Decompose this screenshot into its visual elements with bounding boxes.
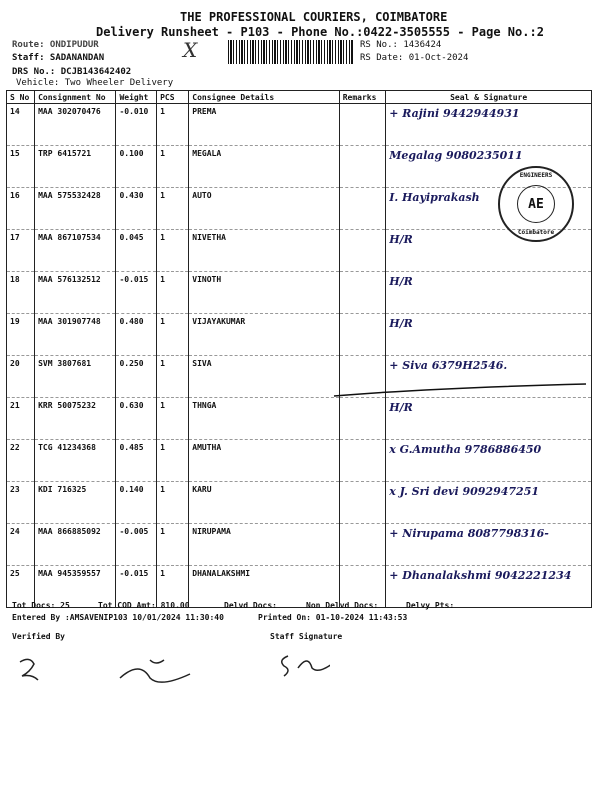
cell-sno: 19 (7, 314, 35, 356)
cell-sno: 20 (7, 356, 35, 398)
handwritten-signature: x J. Sri devi 9092947251 (389, 485, 540, 498)
staff-label: Staff: SADANANDAN (12, 53, 105, 63)
col-header-remarks: Remarks (339, 91, 386, 104)
cell-sno: 16 (7, 188, 35, 230)
stamp-top-text: ENGINEERS (519, 172, 553, 179)
cell-seal-signature (386, 272, 592, 314)
cell-consignee: DHANALAKSHMI (189, 566, 339, 608)
table-row (7, 104, 592, 146)
table-row (7, 272, 592, 314)
cell-pcs: 1 (157, 104, 189, 146)
cell-consignment-no: MAA 945359557 (35, 566, 116, 608)
entered-by: Entered By :AMSAVENIP103 10/01/2024 11:30:40 (12, 613, 224, 622)
footer-signatures-drawing (10, 650, 330, 700)
cell-weight: -0.015 (116, 272, 157, 314)
stamp-center-text: AE (517, 185, 555, 223)
stamp-bottom-text: Coimbatore (517, 229, 555, 236)
cell-remarks (339, 272, 386, 314)
runsheet-subtitle: Delivery Runsheet - P103 - Phone No.:0422-3505555 - Page No.:2 (96, 25, 544, 39)
cell-consignee: MEGALA (189, 146, 339, 188)
handwritten-signature: + Siva 6379H2546. (389, 359, 508, 372)
cell-sno: 14 (7, 104, 35, 146)
cell-sno: 17 (7, 230, 35, 272)
table-row (7, 482, 592, 524)
cell-remarks (339, 398, 386, 440)
delivery-points: Delvy Pts: (406, 601, 455, 610)
cell-remarks (339, 314, 386, 356)
cell-sno: 23 (7, 482, 35, 524)
cell-consignee: PREMA (189, 104, 339, 146)
total-docs: Tot Docs: 25 (12, 601, 70, 610)
handwritten-signature: + Dhanalakshmi 9042221234 (389, 569, 572, 582)
cell-consignee: SIVA (189, 356, 339, 398)
cell-consignment-no: MAA 867107534 (35, 230, 116, 272)
cell-pcs: 1 (157, 440, 189, 482)
handwritten-line (330, 380, 590, 400)
cell-weight: -0.010 (116, 104, 157, 146)
verified-by-label: Verified By (12, 632, 65, 641)
delivered-docs: Delvd Docs: (224, 601, 277, 610)
cell-weight: 0.250 (116, 356, 157, 398)
handwritten-signature: Megalag 9080235011 (389, 149, 523, 162)
cell-sno: 15 (7, 146, 35, 188)
cell-pcs: 1 (157, 230, 189, 272)
staff-signature-label: Staff Signature (270, 632, 343, 641)
cell-weight: -0.005 (116, 524, 157, 566)
cell-pcs: 1 (157, 524, 189, 566)
cell-sno: 24 (7, 524, 35, 566)
table-header-row (7, 91, 592, 104)
company-title: THE PROFESSIONAL COURIERS, COIMBATORE (180, 10, 448, 24)
table-row (7, 440, 592, 482)
handwritten-x-mark: X (183, 38, 198, 62)
table-row (7, 146, 592, 188)
table-row (7, 314, 592, 356)
handwritten-signature: H/R (389, 317, 413, 330)
cell-remarks (339, 524, 386, 566)
cell-consignee: KARU (189, 482, 339, 524)
cell-sno: 21 (7, 398, 35, 440)
cell-seal-signature (386, 314, 592, 356)
route-label: Route: ONDIPUDUR (12, 40, 99, 50)
vehicle-label: Vehicle: Two Wheeler Delivery (16, 78, 174, 88)
cell-seal-signature (386, 104, 592, 146)
cell-seal-signature (386, 524, 592, 566)
cell-weight: 0.045 (116, 230, 157, 272)
cell-weight: 0.485 (116, 440, 157, 482)
cell-consignment-no: SVM 3807681 (35, 356, 116, 398)
cell-consignment-no: MAA 575532428 (35, 188, 116, 230)
rs-date: RS Date: 01-Oct-2024 (360, 53, 469, 63)
cell-remarks (339, 482, 386, 524)
cell-pcs: 1 (157, 146, 189, 188)
cell-consignment-no: TRP 6415721 (35, 146, 116, 188)
col-header-sno: S No (7, 91, 35, 104)
col-header-weight: Weight (116, 91, 157, 104)
handwritten-signature: I. Hayiprakash (389, 191, 480, 204)
handwritten-signature: + Rajini 9442944931 (389, 107, 520, 120)
col-header-consignment: Consignment No (35, 91, 116, 104)
handwritten-signature: H/R (389, 401, 413, 414)
col-header-seal-signature: Seal & Signature (386, 91, 592, 104)
cell-sno: 22 (7, 440, 35, 482)
cell-consignment-no: MAA 302070476 (35, 104, 116, 146)
cell-weight: 0.430 (116, 188, 157, 230)
cell-consignee: THNGA (189, 398, 339, 440)
total-cod-amount: Tot COD Amt: 810.00 (98, 601, 190, 610)
cell-pcs: 1 (157, 398, 189, 440)
cell-remarks (339, 188, 386, 230)
cell-consignment-no: KRR 50075232 (35, 398, 116, 440)
col-header-pcs: PCS (157, 91, 189, 104)
cell-weight: -0.015 (116, 566, 157, 608)
cell-seal-signature (386, 482, 592, 524)
cell-consignment-no: MAA 866885092 (35, 524, 116, 566)
cell-consignee: NIRUPAMA (189, 524, 339, 566)
cell-consignment-no: KDI 716325 (35, 482, 116, 524)
handwritten-signature: H/R (389, 233, 413, 246)
printed-on: Printed On: 01-10-2024 11:43:53 (258, 613, 408, 622)
cell-consignment-no: MAA 576132512 (35, 272, 116, 314)
cell-consignee: VINOTH (189, 272, 339, 314)
cell-remarks (339, 146, 386, 188)
non-delivered-docs: Non Delvd Docs: (306, 601, 379, 610)
runsheet-table (6, 90, 592, 608)
company-seal-stamp (498, 166, 574, 242)
cell-pcs: 1 (157, 314, 189, 356)
cell-weight: 0.480 (116, 314, 157, 356)
handwritten-signature: H/R (389, 275, 413, 288)
cell-remarks (339, 440, 386, 482)
cell-consignee: NIVETHA (189, 230, 339, 272)
cell-pcs: 1 (157, 272, 189, 314)
table-row (7, 524, 592, 566)
handwritten-signature: x G.Amutha 9786886450 (389, 443, 542, 456)
cell-weight: 0.100 (116, 146, 157, 188)
cell-consignee: AUTO (189, 188, 339, 230)
cell-pcs: 1 (157, 188, 189, 230)
cell-consignee: AMUTHA (189, 440, 339, 482)
cell-seal-signature (386, 440, 592, 482)
cell-weight: 0.630 (116, 398, 157, 440)
rs-number: RS No.: 1436424 (360, 40, 442, 50)
cell-sno: 25 (7, 566, 35, 608)
cell-consignment-no: TCG 41234368 (35, 440, 116, 482)
cell-seal-signature (386, 398, 592, 440)
cell-consignee: VIJAYAKUMAR (189, 314, 339, 356)
col-header-consignee: Consignee Details (189, 91, 339, 104)
barcode (228, 40, 353, 64)
table-row (7, 566, 592, 608)
drs-number: DRS No.: DCJB143642402 (12, 67, 132, 77)
cell-pcs: 1 (157, 482, 189, 524)
cell-remarks (339, 230, 386, 272)
cell-sno: 18 (7, 272, 35, 314)
cell-pcs: 1 (157, 356, 189, 398)
cell-remarks (339, 104, 386, 146)
handwritten-signature: + Nirupama 8087798316- (389, 527, 549, 540)
table-row (7, 398, 592, 440)
cell-pcs: 1 (157, 566, 189, 608)
cell-consignment-no: MAA 301907748 (35, 314, 116, 356)
cell-weight: 0.140 (116, 482, 157, 524)
